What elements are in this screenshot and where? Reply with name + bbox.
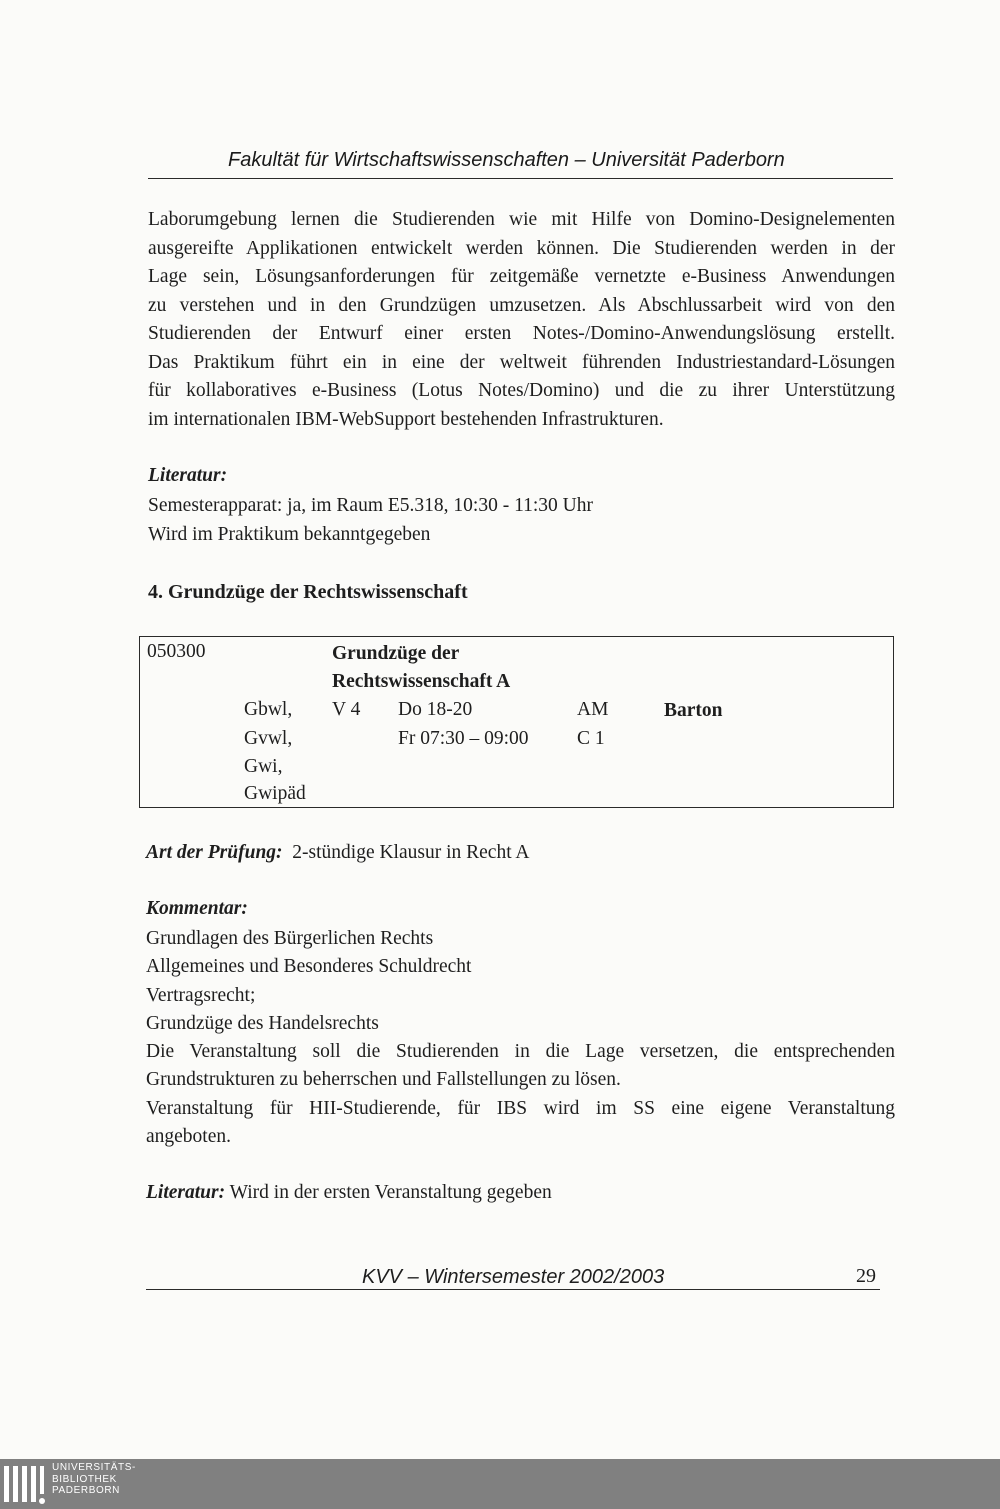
library-logo-icon [2,1462,46,1506]
comment-line: Grundlagen des Bürgerlichen Rechts [146,928,434,949]
intro-line: Lage sein, Lösungsanforderungen für zeitgemäße vernetzte e-Business Anwendungen [148,266,895,287]
literature-label: Literatur: [146,1182,226,1203]
exam-value: 2-stündige Klausur in Recht A [292,842,530,863]
library-name-line: PADERBORN [52,1485,121,1496]
literature-line: Semesterapparat: ja, im Raum E5.318, 10:30 - 11:30 Uhr [148,495,593,516]
literature-line: Wird im Praktikum bekanntgegeben [148,524,431,545]
page-header: Fakultät für Wirtschaftswissenschaften – Universität Paderborn [228,149,785,171]
course-title: Rechtswissenschaft A [332,671,511,692]
course-room: C 1 [577,728,605,749]
comment-line: Vertragsrecht; [146,984,256,1006]
comment-heading: Kommentar: [146,898,248,919]
literature-value: Wird in der ersten Veranstaltung gegeben [229,1182,552,1203]
intro-line: zu verstehen und in den Grundzügen umzusetzen. Als Abschlussarbeit wird von den [148,294,895,316]
literature-heading: Literatur: [148,465,228,486]
exam-info [146,842,530,864]
comment-line: Grundzüge des Handelsrechts [146,1012,379,1034]
library-name [52,1462,136,1497]
page-number: 29 [856,1265,876,1287]
course-type: V 4 [332,699,361,720]
library-bar [0,1459,1000,1509]
library-name-line: BIBLIOTHEK [52,1473,117,1485]
course-program: Gvwl, [244,728,293,749]
course-title: Grundzüge der [332,643,460,664]
literature-footer [146,1182,552,1204]
comment-line: angeboten. [146,1126,232,1148]
section-title: 4. Grundzüge der Rechtswissenschaft [148,581,468,603]
page-footer: KVV – Wintersemester 2002/2003 [362,1266,665,1288]
course-number: 050300 [147,641,206,662]
course-room: AM [577,699,609,720]
course-lecturer: Barton [664,700,723,721]
intro-line: Laborumgebung lernen die Studierenden wie mit Hilfe von Domino-Designelementen [148,209,895,230]
comment-line: Veranstaltung für HII-Studierende, für IBS wird im SS eine eigene Veranstaltung [146,1097,895,1119]
intro-line: für kollaboratives e-Business (Lotus Notes/Domino) und die zu ihrer Unterstützung [148,380,895,401]
intro-line: Studierenden der Entwurf einer ersten Notes-/Domino-Anwendungslösung erstellt. [148,323,895,344]
intro-paragraph [148,206,895,434]
course-program: Gwi, [244,756,283,777]
course-table [139,636,894,808]
header-rule [148,178,893,179]
comment-line: Grundstrukturen zu beherrschen und Fallstellungen zu lösen. [146,1069,621,1091]
intro-line: im internationalen IBM-WebSupport bestehenden Infrastrukturen. [148,408,664,430]
exam-label: Art der Prüfung: [146,842,283,863]
course-program: Gbwl, [244,699,293,720]
course-time: Do 18-20 [398,699,473,720]
comment-line: Die Veranstaltung soll die Studierenden in die Lage versetzen, die entsprechenden [146,1041,895,1063]
comment-line: Allgemeines und Besonderes Schuldrecht [146,956,472,978]
footer-rule [146,1289,880,1290]
comment-body [146,925,895,1151]
library-name-line: UNIVERSITÄTS- [52,1462,136,1473]
intro-line: ausgereifte Applikationen entwickelt werden können. Die Studierenden werden in der [148,237,895,259]
intro-line: Das Praktikum führt ein in eine der weltweit führenden Industriestandard-Lösungen [148,351,895,373]
course-program: Gwipäd [244,783,306,804]
course-time: Fr 07:30 – 09:00 [398,728,529,749]
